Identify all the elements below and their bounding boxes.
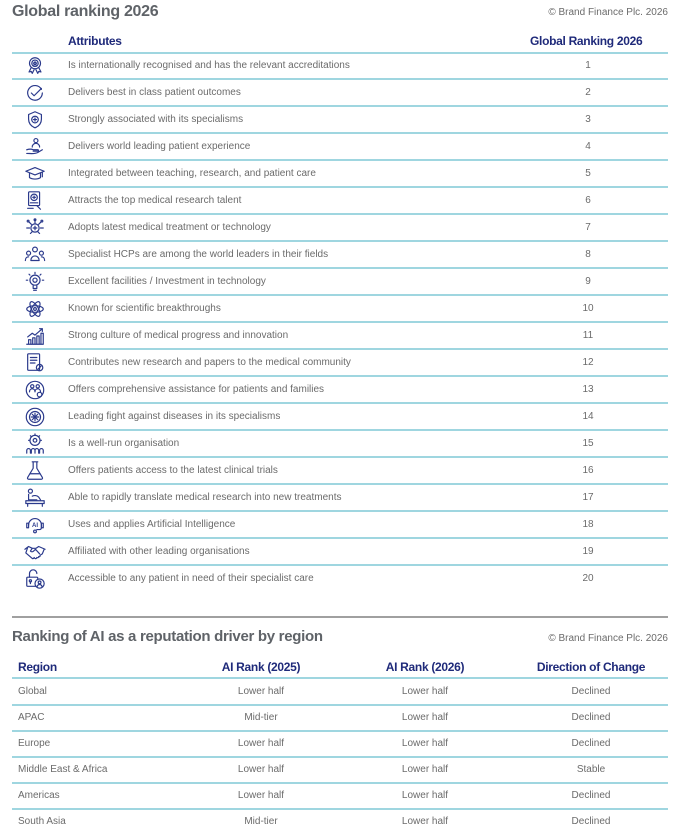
ai-rank-2026-column-header: AI Rank (2026) <box>385 660 465 674</box>
medical-gear-icon <box>24 217 46 239</box>
attribute-label: Adopts latest medical treatment or technology <box>68 222 271 233</box>
direction-cell: Declined <box>571 738 611 749</box>
direction-cell: Stable <box>576 764 606 775</box>
direction-cell: Declined <box>571 816 611 827</box>
region-cell: APAC <box>18 712 45 723</box>
rank-value: 5 <box>585 168 591 179</box>
ai-rank-2026-cell: Lower half <box>401 816 449 827</box>
rank-value: 4 <box>585 141 591 152</box>
ranking-row <box>12 539 668 566</box>
direction-column-header: Direction of Change <box>536 660 646 674</box>
attribute-label: Specialist HCPs are among the world leaders in their fields <box>68 249 329 260</box>
ranking-row <box>12 80 668 107</box>
attribute-label: Attracts the top medical research talent <box>68 195 242 206</box>
ai-rank-2025-cell: Mid-tier <box>244 712 278 723</box>
region-cell: Global <box>18 686 47 697</box>
graduation-cap-icon <box>24 163 46 185</box>
attribute-label: Affiliated with other leading organisations <box>68 546 250 557</box>
ai-rank-2025-cell: Lower half <box>237 764 285 775</box>
attribute-label: Leading fight against diseases in its specialisms <box>68 411 281 422</box>
region-column-header: Region <box>18 660 57 674</box>
section-divider <box>12 616 668 618</box>
ranking-row <box>12 485 668 512</box>
region-cell: Middle East & Africa <box>18 764 108 775</box>
rank-value: 10 <box>582 303 594 314</box>
direction-cell: Declined <box>571 712 611 723</box>
attribute-label: Is internationally recognised and has the relevant accreditations <box>68 60 350 71</box>
attribute-label: Is a well-run organisation <box>68 438 180 449</box>
lightbulb-gear-icon <box>24 271 46 293</box>
region-row <box>12 680 668 706</box>
check-circle-icon <box>24 82 46 104</box>
global-ranking-header-row <box>12 32 668 54</box>
svg-text:AI: AI <box>32 522 38 529</box>
global-ranking-title: Global ranking 2026 <box>12 3 159 20</box>
rank-value: 11 <box>582 330 594 341</box>
region-cell: South Asia <box>18 816 66 827</box>
rank-value: 2 <box>585 87 591 98</box>
ai-rank-2026-cell: Lower half <box>401 790 449 801</box>
flask-icon <box>24 460 46 482</box>
ranking-row <box>12 377 668 404</box>
attribute-label: Delivers best in class patient outcomes <box>68 87 241 98</box>
ai-rank-2025-cell: Mid-tier <box>244 816 278 827</box>
attribute-label: Strong culture of medical progress and innovation <box>68 330 289 341</box>
team-people-icon <box>24 244 46 266</box>
rank-value: 1 <box>585 60 591 71</box>
rank-value: 6 <box>585 195 591 206</box>
rank-value: 7 <box>585 222 591 233</box>
ai-ranking-table <box>12 680 668 834</box>
ranking-row <box>12 242 668 269</box>
rank-value: 20 <box>582 573 594 584</box>
region-row <box>12 784 668 810</box>
atom-icon <box>24 298 46 320</box>
talent-search-icon <box>24 190 46 212</box>
rank-value: 3 <box>585 114 591 125</box>
ranking-row <box>12 107 668 134</box>
direction-cell: Declined <box>571 790 611 801</box>
attribute-label: Strongly associated with its specialisms <box>68 114 244 125</box>
ai-rank-2026-cell: Lower half <box>401 764 449 775</box>
ranking-row <box>12 323 668 350</box>
attribute-label: Integrated between teaching, research, and patient care <box>68 168 316 179</box>
growth-chart-icon <box>24 325 46 347</box>
region-row <box>12 758 668 784</box>
ai-rank-2025-cell: Lower half <box>237 738 285 749</box>
attribute-label: Excellent facilities / Investment in technology <box>68 276 266 287</box>
ranking-row <box>12 161 668 188</box>
attributes-column-header: Attributes <box>68 34 122 48</box>
ranking-row <box>12 431 668 458</box>
family-support-icon <box>24 379 46 401</box>
ranking-row <box>12 296 668 323</box>
ranking-column-header: Global Ranking 2026 <box>530 34 643 48</box>
attribute-label: Uses and applies Artificial Intelligence <box>68 519 236 530</box>
rank-value: 17 <box>582 492 594 503</box>
document-edit-icon <box>24 352 46 374</box>
ai-rank-2025-column-header: AI Rank (2025) <box>221 660 301 674</box>
ranking-row <box>12 53 668 80</box>
ai-rank-2026-cell: Lower half <box>401 738 449 749</box>
ai-ranking-header-row <box>12 658 668 679</box>
ranking-row <box>12 269 668 296</box>
ai-rank-2026-cell: Lower half <box>401 712 449 723</box>
ranking-row <box>12 512 668 539</box>
rank-value: 9 <box>585 276 591 287</box>
region-row <box>12 810 668 834</box>
region-cell: Americas <box>18 790 60 801</box>
ranking-row <box>12 350 668 377</box>
rank-value: 15 <box>582 438 594 449</box>
virus-icon <box>24 406 46 428</box>
rank-value: 16 <box>582 465 594 476</box>
rank-value: 12 <box>582 357 594 368</box>
rank-value: 8 <box>585 249 591 260</box>
rank-value: 18 <box>582 519 594 530</box>
attribute-label: Able to rapidly translate medical research into new treatments <box>68 492 342 503</box>
attribute-label: Offers patients access to the latest clinical trials <box>68 465 278 476</box>
ranking-row <box>12 188 668 215</box>
ai-head-icon <box>24 514 46 536</box>
rank-value: 14 <box>582 411 594 422</box>
region-cell: Europe <box>18 738 51 749</box>
ai-ranking-copyright: © Brand Finance Plc. 2026 <box>548 633 668 644</box>
ranking-row <box>12 215 668 242</box>
patient-bed-icon <box>24 487 46 509</box>
ranking-row <box>12 404 668 431</box>
rank-value: 13 <box>582 384 594 395</box>
ai-rank-2026-cell: Lower half <box>401 686 449 697</box>
award-rosette-icon <box>24 55 46 77</box>
direction-cell: Declined <box>571 686 611 697</box>
organisation-gear-icon <box>24 433 46 455</box>
global-ranking-table <box>12 53 668 591</box>
attribute-label: Delivers world leading patient experience <box>68 141 251 152</box>
ai-rank-2025-cell: Lower half <box>237 790 285 801</box>
ranking-row <box>12 458 668 485</box>
ranking-row <box>12 566 668 591</box>
attribute-label: Offers comprehensive assistance for patients and families <box>68 384 325 395</box>
rank-value: 19 <box>582 546 594 557</box>
global-ranking-copyright: © Brand Finance Plc. 2026 <box>548 7 668 18</box>
region-row <box>12 706 668 732</box>
ai-ranking-title: Ranking of AI as a reputation driver by region <box>12 628 323 645</box>
ai-rank-2025-cell: Lower half <box>237 686 285 697</box>
attribute-label: Contributes new research and papers to the medical community <box>68 357 351 368</box>
ranking-row <box>12 134 668 161</box>
shield-plus-icon <box>24 109 46 131</box>
handshake-icon <box>24 541 46 563</box>
attribute-label: Accessible to any patient in need of their specialist care <box>68 573 314 584</box>
region-row <box>12 732 668 758</box>
attribute-label: Known for scientific breakthroughs <box>68 303 221 314</box>
unlock-person-icon <box>24 568 46 590</box>
hand-person-icon <box>24 136 46 158</box>
